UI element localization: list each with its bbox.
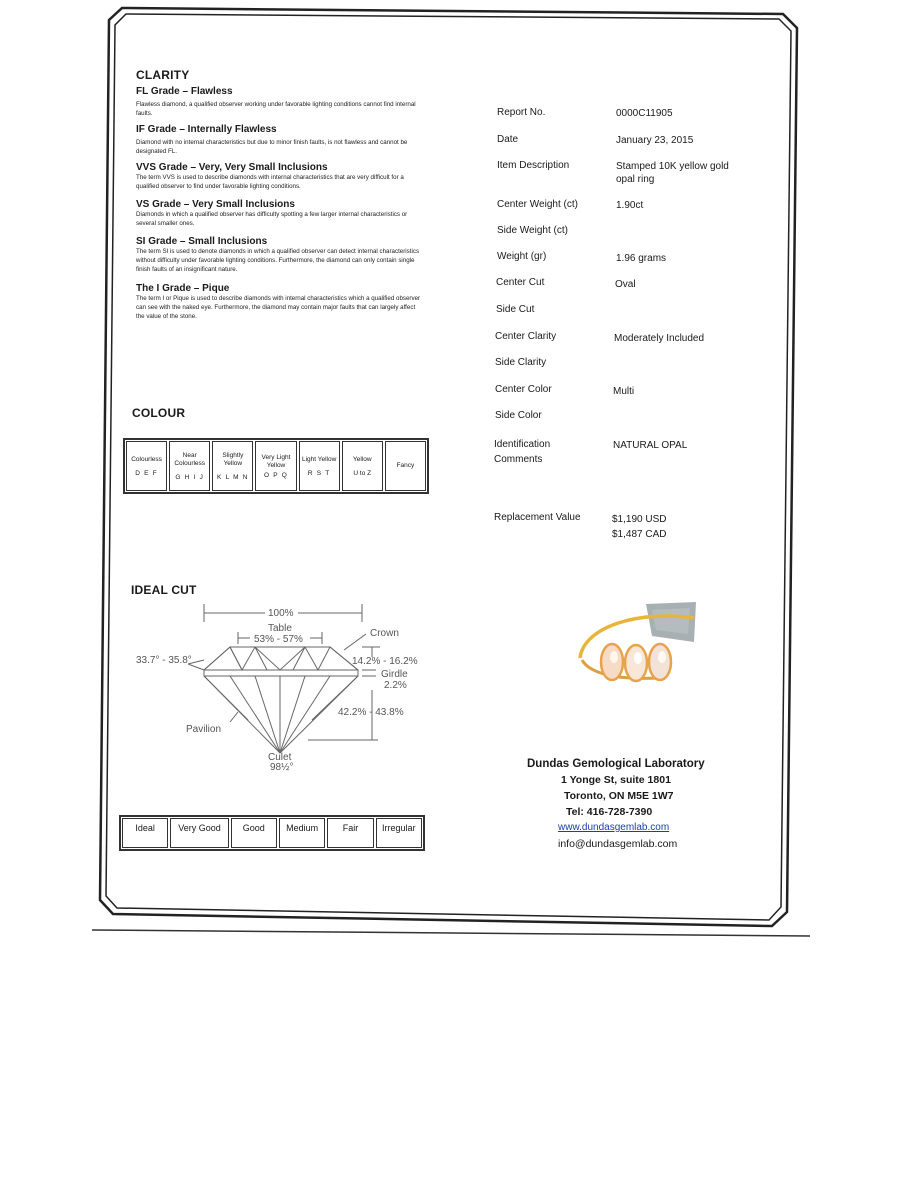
center-cut-value: Oval <box>615 279 636 290</box>
colour-cell-label: Slightly Yellow <box>222 451 244 467</box>
grade-title: The I Grade – Pique <box>136 283 230 294</box>
clarity-title: CLARITY <box>136 68 190 82</box>
opal-ring-photo <box>578 600 700 686</box>
weight-gr-value: 1.96 grams <box>616 253 667 264</box>
colour-cell-grades: K L M N <box>217 473 249 481</box>
clarity-grade-if <box>136 124 421 162</box>
crown-angle-label: 33.7° - 35.8° <box>136 655 192 666</box>
center-color-label: Center Color <box>495 384 552 395</box>
grade-description: The term VVS is used to describe diamonds with internal characteristics that are very difficult for a qualified observer to find under favorable lighting conditions. <box>136 174 404 190</box>
clarity-grade-fl <box>136 86 421 124</box>
lab-address-line2: Toronto, ON M5E 1W7 <box>564 790 674 802</box>
width-percent-label: 100% <box>268 608 294 619</box>
girdle-label: Girdle <box>381 669 408 680</box>
crown-height-label: 14.2% - 16.2% <box>352 656 418 667</box>
lab-phone: Tel: 416-728-7390 <box>566 806 653 818</box>
colour-cell-near-colourless <box>169 441 210 491</box>
grade-title: SI Grade – Small Inclusions <box>136 236 268 247</box>
colour-cell-label: Light Yellow <box>301 455 337 463</box>
grade-description: Diamond with no internal characteristics but due to minor finish faults, is not flawless and cannot be designated FL. <box>136 139 408 155</box>
center-clarity-value: Moderately Included <box>614 333 705 344</box>
cut-grade-cell: Very Good <box>170 818 228 848</box>
clarity-grade-list <box>136 86 421 321</box>
cut-grade-scale <box>119 815 425 851</box>
colour-cell-grades: U to Z <box>353 469 372 477</box>
table-label: Table <box>268 623 292 634</box>
date-value: January 23, 2015 <box>616 135 694 146</box>
grade-description: Diamonds in which a qualified observer has difficulty spotting a few larger internal characteristics or several smaller ones. <box>136 211 408 227</box>
colour-cell-slightly-yellow <box>212 441 253 491</box>
replacement-cad-value: $1,487 CAD <box>612 529 667 540</box>
center-weight-label: Center Weight (ct) <box>497 199 578 210</box>
colour-cell-label: Yellow <box>352 455 372 463</box>
grade-description: The term SI is used to denote diamonds in which a qualified observer can detect internal characteristics without difficulty under favorable lighting conditions. Furthermore, the diamond can only contain single finish faults of an insignificant nature. <box>136 248 420 273</box>
pavilion-depth-label: 42.2% - 43.8% <box>338 707 404 718</box>
culet-value-label: 98½° <box>270 762 294 773</box>
cut-grade-cell: Irregular <box>376 818 422 848</box>
ideal-cut-title: IDEAL CUT <box>131 583 197 597</box>
colour-cell-fancy <box>385 441 426 491</box>
item-description-value: Stamped 10K yellow gold opal ring <box>616 161 729 185</box>
lab-email[interactable]: info@dundasgemlab.com <box>558 838 678 850</box>
report-no-label: Report No. <box>497 107 546 118</box>
colour-cell-label: Colourless <box>131 455 162 463</box>
colour-cell-yellow <box>342 441 383 491</box>
girdle-percent-label: 2.2% <box>384 680 407 691</box>
weight-gr-label: Weight (gr) <box>497 251 547 262</box>
colour-cell-label: Very Light Yellow <box>261 453 291 469</box>
cut-grade-cell: Good <box>231 818 277 848</box>
colour-cell-very-light-yellow <box>255 441 296 491</box>
side-color-label: Side Color <box>495 410 542 421</box>
item-description-label: Item Description <box>497 160 570 171</box>
identification-comments-value: NATURAL OPAL <box>613 440 688 451</box>
colour-cell-grades: D E F <box>135 469 158 477</box>
center-color-value: Multi <box>613 386 635 397</box>
diamond-cut-diagram <box>130 600 430 780</box>
colour-cell-colourless <box>126 441 167 491</box>
grade-title: IF Grade – Internally Flawless <box>136 124 277 135</box>
clarity-grade-si <box>136 236 421 283</box>
table-percent-label: 53% - 57% <box>254 634 303 645</box>
colour-cell-light-yellow <box>299 441 340 491</box>
replacement-usd-value: $1,190 USD <box>612 514 667 525</box>
identification-comments-label: Identification Comments <box>494 439 551 465</box>
crown-label: Crown <box>370 628 399 639</box>
colour-cell-grades: G H I J <box>175 473 205 481</box>
grade-description: The term I or Pique is used to describe diamonds with internal characteristics which a qualified observer can see with the naked eye. Furthermore, the diamond may contain major faults that can largely affect the value of the stone. <box>136 295 421 320</box>
side-cut-label: Side Cut <box>496 304 535 315</box>
clarity-grade-i <box>136 283 421 321</box>
center-clarity-label: Center Clarity <box>495 331 557 342</box>
side-weight-label: Side Weight (ct) <box>497 225 568 236</box>
lab-name: Dundas Gemological Laboratory <box>527 758 705 770</box>
colour-cell-grades: O P Q <box>264 471 288 479</box>
grade-title: VVS Grade – Very, Very Small Inclusions <box>136 162 328 173</box>
lab-website-link[interactable]: www.dundasgemlab.com <box>558 822 670 833</box>
colour-title: COLOUR <box>132 406 186 420</box>
colour-cell-label: Near Colourless <box>174 451 206 467</box>
cut-grade-cell: Fair <box>327 818 373 848</box>
lab-contact-block <box>527 756 705 852</box>
clarity-grade-vvs <box>136 162 421 199</box>
lab-address-line1: 1 Yonge St, suite 1801 <box>561 774 671 786</box>
colour-cell-label: Fancy <box>396 462 415 469</box>
grade-description: Flawless diamond, a qualified observer working under favorable lighting conditions cannot find internal faults. <box>136 101 416 117</box>
cut-grade-cell: Medium <box>279 818 325 848</box>
replacement-value-label: Replacement Value <box>494 512 581 523</box>
date-label: Date <box>497 134 519 145</box>
center-cut-label: Center Cut <box>496 277 545 288</box>
pavilion-label: Pavilion <box>186 724 222 735</box>
report-no-value: 0000C11905 <box>616 108 673 119</box>
culet-label: Culet <box>268 752 292 763</box>
cut-grade-cell: Ideal <box>122 818 168 848</box>
colour-scale-table <box>123 438 429 494</box>
center-weight-value: 1.90ct <box>616 200 644 211</box>
clarity-grade-vs <box>136 199 421 236</box>
grade-title: FL Grade – Flawless <box>136 86 233 97</box>
grade-title: VS Grade – Very Small Inclusions <box>136 199 295 210</box>
colour-cell-grades: R S T <box>307 469 331 477</box>
side-clarity-label: Side Clarity <box>495 357 547 368</box>
